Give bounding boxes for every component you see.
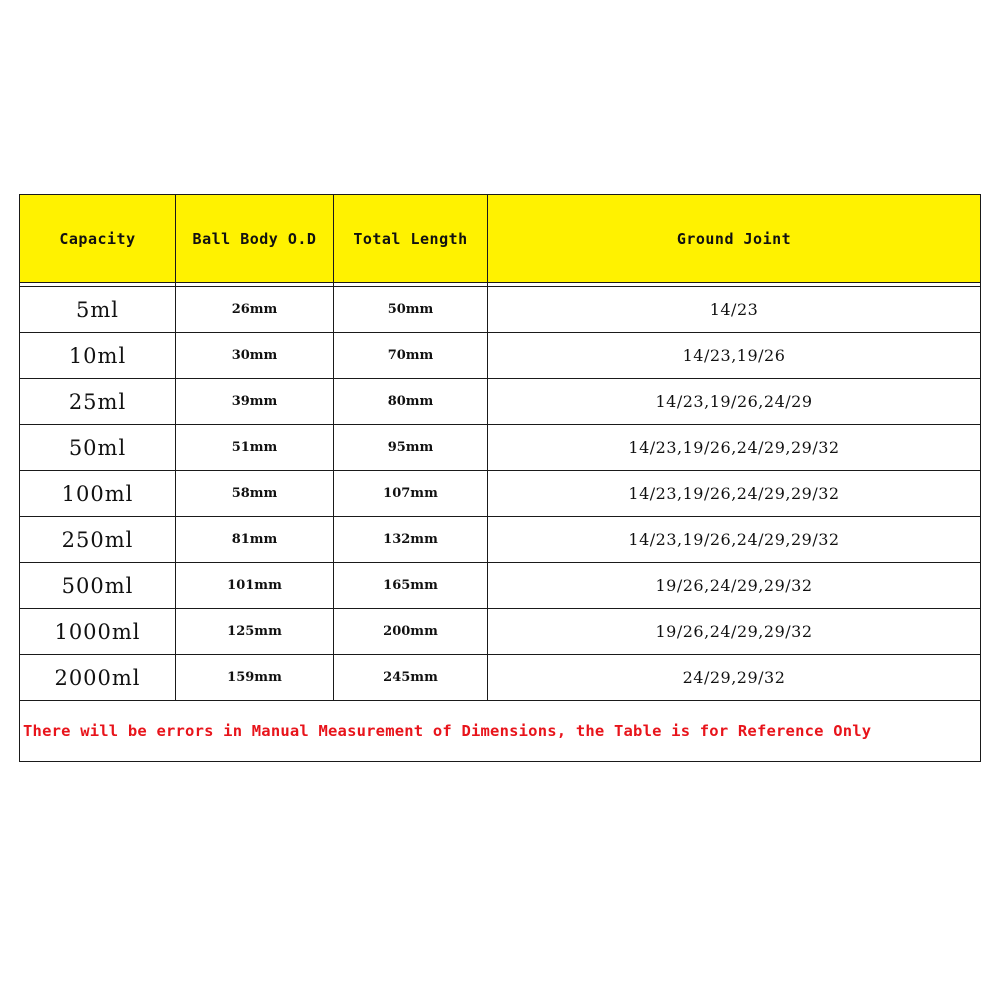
cell-ground-joint: 14/23,19/26 xyxy=(488,333,981,379)
cell-total-length: 200mm xyxy=(334,609,488,655)
table-body xyxy=(20,283,981,701)
table-row xyxy=(20,379,981,425)
cell-total-length: 95mm xyxy=(334,425,488,471)
cell-ball-body-od: 81mm xyxy=(176,517,334,563)
cell-total-length: 165mm xyxy=(334,563,488,609)
cell-capacity: 25ml xyxy=(20,379,176,425)
cell-capacity: 1000ml xyxy=(20,609,176,655)
cell-capacity: 250ml xyxy=(20,517,176,563)
cell-capacity: 5ml xyxy=(20,287,176,333)
cell-total-length: 132mm xyxy=(334,517,488,563)
header-row xyxy=(20,195,981,283)
cell-total-length: 245mm xyxy=(334,655,488,701)
cell-ball-body-od: 26mm xyxy=(176,287,334,333)
table-row xyxy=(20,287,981,333)
cell-ball-body-od: 58mm xyxy=(176,471,334,517)
table-row xyxy=(20,517,981,563)
cell-capacity: 500ml xyxy=(20,563,176,609)
cell-ball-body-od: 51mm xyxy=(176,425,334,471)
table-row xyxy=(20,609,981,655)
cell-ball-body-od: 159mm xyxy=(176,655,334,701)
cell-ground-joint: 14/23,19/26,24/29 xyxy=(488,379,981,425)
cell-total-length: 80mm xyxy=(334,379,488,425)
cell-total-length: 70mm xyxy=(334,333,488,379)
cell-capacity: 2000ml xyxy=(20,655,176,701)
cell-ball-body-od: 125mm xyxy=(176,609,334,655)
spec-table xyxy=(19,194,981,762)
cell-ground-joint: 19/26,24/29,29/32 xyxy=(488,563,981,609)
cell-ground-joint: 19/26,24/29,29/32 xyxy=(488,609,981,655)
header-total-length: Total Length xyxy=(334,195,488,283)
cell-capacity: 100ml xyxy=(20,471,176,517)
table-row xyxy=(20,425,981,471)
cell-ground-joint: 14/23,19/26,24/29,29/32 xyxy=(488,517,981,563)
cell-ball-body-od: 39mm xyxy=(176,379,334,425)
cell-ground-joint: 24/29,29/32 xyxy=(488,655,981,701)
table-row xyxy=(20,655,981,701)
cell-ground-joint: 14/23,19/26,24/29,29/32 xyxy=(488,425,981,471)
header-ground-joint: Ground Joint xyxy=(488,195,981,283)
cell-ball-body-od: 30mm xyxy=(176,333,334,379)
cell-total-length: 107mm xyxy=(334,471,488,517)
header-capacity: Capacity xyxy=(20,195,176,283)
table-row xyxy=(20,471,981,517)
cell-ground-joint: 14/23,19/26,24/29,29/32 xyxy=(488,471,981,517)
table-row xyxy=(20,333,981,379)
table-row xyxy=(20,563,981,609)
cell-ground-joint: 14/23 xyxy=(488,287,981,333)
disclaimer-note: There will be errors in Manual Measurement of Dimensions, the Table is for Reference Only xyxy=(20,701,981,762)
cell-capacity: 10ml xyxy=(20,333,176,379)
cell-total-length: 50mm xyxy=(334,287,488,333)
header-ball-body-od: Ball Body O.D xyxy=(176,195,334,283)
cell-ball-body-od: 101mm xyxy=(176,563,334,609)
cell-capacity: 50ml xyxy=(20,425,176,471)
note-row xyxy=(20,701,981,762)
